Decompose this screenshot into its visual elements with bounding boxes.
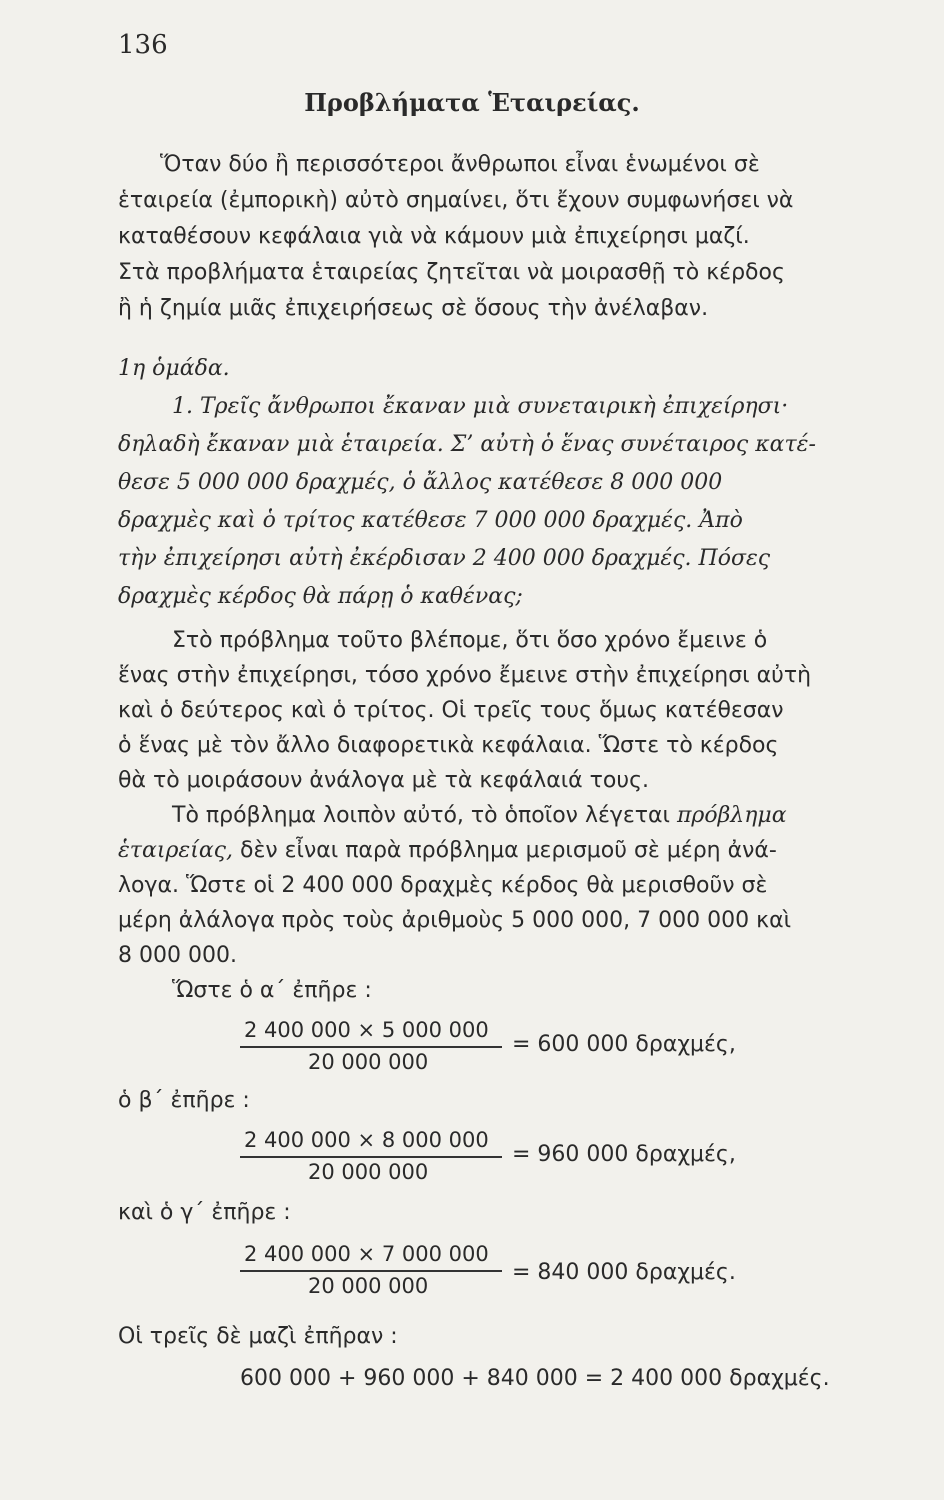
intro-line: ἢ ἡ ζημία μιᾶς ἐπιχειρήσεως σὲ ὅσους τὴν ἀνέλαβαν. bbox=[118, 296, 709, 321]
term-italic: πρόβλημα bbox=[676, 803, 787, 828]
problem-line: θεσε 5 000 000 δραχμές, ὁ ἄλλος κατέθεσε 8 000 000 bbox=[118, 470, 723, 495]
explanation-line bbox=[118, 838, 777, 863]
problem-line: τὴν ἐπιχείρησι αὐτὴ ἐκέρδισαν 2 400 000 δραχμές. Πόσες bbox=[118, 546, 771, 571]
explanation-line: θὰ τὸ μοιράσουν ἀνάλογα μὲ τὰ κεφάλαιά τους. bbox=[118, 768, 650, 793]
fraction-numerator-a: 2 400 000 × 5 000 000 bbox=[244, 1018, 489, 1042]
fraction-denominator-a: 20 000 000 bbox=[308, 1050, 429, 1074]
explanation-line: μέρη ἀλάλογα πρὸς τοὺς ἀριθμοὺς 5 000 000, 7 000 000 καὶ bbox=[118, 908, 792, 933]
calc-label-c: καὶ ὁ γ΄ ἐπῆρε : bbox=[118, 1200, 291, 1225]
explanation-line: καὶ ὁ δεύτερος καὶ ὁ τρίτος. Οἱ τρεῖς τους ὅμως κατέθεσαν bbox=[118, 698, 784, 723]
fraction-denominator-b: 20 000 000 bbox=[308, 1160, 429, 1184]
fraction-numerator-b: 2 400 000 × 8 000 000 bbox=[244, 1128, 489, 1152]
intro-line: ἑταιρεία (ἐμπορικὴ) αὐτὸ σημαίνει, ὅτι ἔχουν συμφωνήσει νὰ bbox=[118, 188, 794, 213]
problem-line: δραχμὲς καὶ ὁ τρίτος κατέθεσε 7 000 000 δραχμές. Ἀπὸ bbox=[118, 508, 743, 533]
explanation-line bbox=[172, 803, 787, 828]
result-b: = 960 000 δραχμές, bbox=[512, 1142, 736, 1167]
explanation-text: δὲν εἶναι παρὰ πρόβλημα μερισμοῦ σὲ μέρη ἀνά- bbox=[233, 838, 777, 863]
fraction-bar bbox=[240, 1270, 502, 1272]
calc-label-a: Ὥστε ὁ α΄ ἐπῆρε : bbox=[172, 978, 372, 1003]
problem-line: δηλαδὴ ἔκαναν μιὰ ἑταιρεία. Σ’ αὐτὴ ὁ ἕνας συνέταιρος κατέ- bbox=[118, 432, 816, 457]
calc-label-b: ὁ β΄ ἐπῆρε : bbox=[118, 1088, 250, 1113]
explanation-text: Τὸ πρόβλημα λοιπὸν αὐτό, τὸ ὁποῖον λέγεται bbox=[172, 803, 677, 828]
term-italic: ἑταιρείας, bbox=[118, 838, 233, 863]
explanation-line: λογα. Ὥστε οἱ 2 400 000 δραχμὲς κέρδος θὰ μερισθοῦν σὲ bbox=[118, 873, 768, 898]
result-a: = 600 000 δραχμές, bbox=[512, 1032, 736, 1057]
explanation-line: ἕνας στὴν ἐπιχείρησι, τόσο χρόνο ἔμεινε στὴν ἐπιχείρησι αὐτὴ bbox=[118, 663, 812, 688]
explanation-line: Στὸ πρόβλημα τοῦτο βλέπομε, ὅτι ὅσο χρόνο ἔμεινε ὁ bbox=[172, 628, 768, 653]
problem-line: δραχμὲς κέρδος θὰ πάρῃ ὁ καθένας; bbox=[118, 584, 523, 609]
total-sum: 600 000 + 960 000 + 840 000 = 2 400 000 δραχμές. bbox=[240, 1366, 830, 1391]
page-number: 136 bbox=[118, 30, 168, 60]
explanation-line: 8 000 000. bbox=[118, 943, 237, 968]
fraction-bar bbox=[240, 1046, 502, 1048]
fraction-bar bbox=[240, 1156, 502, 1158]
intro-line: καταθέσουν κεφάλαια γιὰ νὰ κάμουν μιὰ ἐπιχείρησι μαζί. bbox=[118, 224, 750, 249]
intro-line: Στὰ προβλήματα ἑταιρείας ζητεῖται νὰ μοιρασθῇ τὸ κέρδος bbox=[118, 260, 785, 285]
intro-line: Ὅταν δύο ἢ περισσότεροι ἄνθρωποι εἶναι ἑνωμένοι σὲ bbox=[160, 152, 760, 177]
explanation-line: ὁ ἕνας μὲ τὸν ἄλλο διαφορετικὰ κεφάλαια. Ὥστε τὸ κέρδος bbox=[118, 733, 779, 758]
fraction-numerator-c: 2 400 000 × 7 000 000 bbox=[244, 1242, 489, 1266]
fraction-denominator-c: 20 000 000 bbox=[308, 1274, 429, 1298]
group-heading: 1η ὁμάδα. bbox=[118, 356, 230, 381]
problem-line: 1. Τρεῖς ἄνθρωποι ἔκαναν μιὰ συνεταιρικὴ ἐπιχείρησι· bbox=[172, 394, 789, 419]
total-label: Οἱ τρεῖς δὲ μαζὶ ἐπῆραν : bbox=[118, 1324, 398, 1349]
page-title: Προβλήματα Ἑταιρείας. bbox=[304, 88, 640, 117]
result-c: = 840 000 δραχμές. bbox=[512, 1260, 736, 1285]
